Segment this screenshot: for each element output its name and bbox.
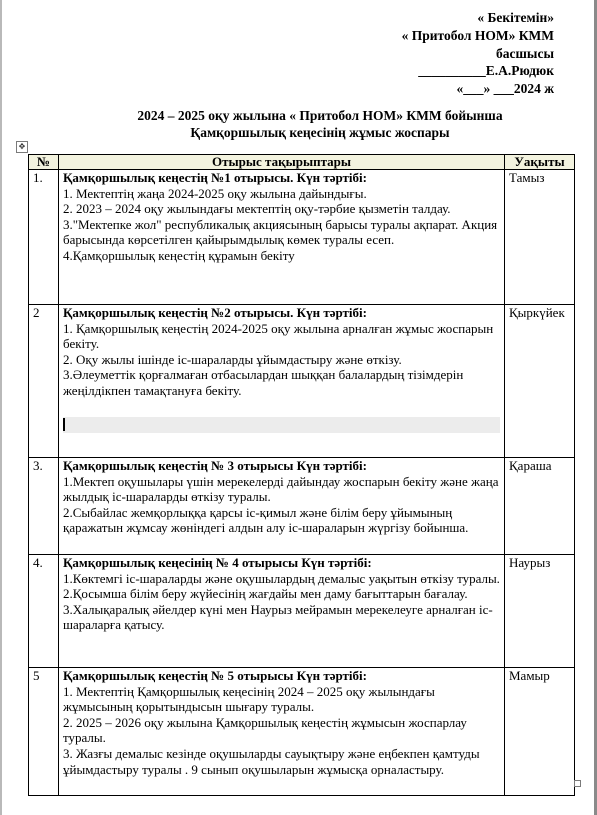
table-resize-handle[interactable]	[574, 780, 581, 787]
row-topic-cell[interactable]	[59, 555, 505, 668]
text-cursor	[63, 418, 65, 431]
empty-paragraph[interactable]	[63, 417, 500, 433]
header-num: №	[29, 155, 59, 170]
row-time[interactable]: Мамыр	[505, 668, 575, 796]
meeting-title: Қамқоршылық кеңестің №2 отырысы. Күн тәртібі:	[63, 305, 367, 320]
meeting-title: Қамқоршылық кеңестің № 3 отырысы Күн тәртібі:	[63, 458, 367, 473]
row-number[interactable]: 2	[29, 305, 59, 458]
row-number[interactable]: 3.	[29, 458, 59, 555]
plan-table	[28, 154, 575, 796]
agenda-item: 3."Мектепке жол" республикалық акциясының барысы туралы ақпарат. Акция барысында көрсетілген қайырымдылық көмек туралы есеп.	[63, 216, 498, 248]
approval-line-1: « Бекітемін»	[477, 10, 554, 25]
meeting-title: Қамқоршылық кеңестің №1 отырысы. Күн тәртібі:	[63, 170, 367, 185]
header-time: Уақыты	[505, 155, 575, 170]
agenda-item: 1. Мектептің жаңа 2024-2025 оқу жылына дайындығы.	[63, 185, 367, 201]
agenda-item: 2.Сыбайлас жемқорлыққа қарсы іс-қимыл және білім беру ұйымының қаражатын жұмсау жөніндегі алдын алу іс-шараларын жүргізу бойынша.	[63, 504, 469, 536]
approval-block	[402, 9, 554, 98]
table-row	[29, 668, 575, 796]
agenda-item: 2. 2023 – 2024 оқу жылындағы мектептің оқу-тәрбие қызметін талдау.	[63, 201, 451, 217]
approval-line-2: « Притобол НОМ» КММ	[401, 27, 554, 43]
document-title	[60, 108, 580, 141]
row-topic-cell[interactable]	[59, 668, 505, 796]
row-number[interactable]: 5	[29, 668, 59, 796]
agenda-item: 2.Қосымша білім беру жүйесінің жағдайы мен даму бағыттарын бағалау.	[63, 586, 468, 602]
approval-line-5: «___» ___2024 ж	[456, 81, 554, 97]
agenda-item: 2. 2025 – 2026 оқу жылына Қамқоршылық кеңестің жұмысын жоспарлау туралы.	[63, 714, 467, 746]
meeting-title: Қамқоршылық кеңестің № 5 отырысы Күн тәртібі:	[63, 668, 367, 683]
agenda-item: 2. Оқу жылы ішінде іс-шараларды ұйымдастыру және өткізу.	[63, 351, 402, 367]
agenda-item: 3.Әлеуметтік қорғалмаған отбасылардан шыққан балалардың тізімдерін жеңілдікпен тамақтануға бекіту.	[63, 367, 464, 398]
row-topic-cell[interactable]	[59, 458, 505, 555]
row-time[interactable]: Наурыз	[505, 555, 575, 668]
agenda-item: 1. Мектептің Қамқоршылық кеңесінің 2024 – 2025 оқу жылындағы жұмысының қорытындысын шығару туралы.	[63, 683, 435, 715]
row-time[interactable]: Қараша	[505, 458, 575, 555]
table-row	[29, 170, 575, 305]
table-row	[29, 305, 575, 458]
table-header-row	[29, 155, 575, 170]
approval-line-4: __________Е.А.Рюдюк	[418, 63, 554, 79]
row-number[interactable]: 1.	[29, 170, 59, 305]
table-move-handle-icon[interactable]: ✥	[16, 141, 28, 153]
approval-line-3: басшысы	[496, 45, 554, 61]
row-topic-cell[interactable]	[59, 170, 505, 305]
row-number[interactable]: 4.	[29, 555, 59, 668]
agenda-item: 1.Көктемгі іс-шараларды және оқушылардың демалыс уақытын өткізу туралы.	[63, 570, 500, 586]
agenda-item: 1.Мектеп оқушылары үшін мерекелерді дайындау жоспарын бекіту және жаңа жылдық іс-шараларды өткізу туралы.	[63, 473, 499, 505]
page-left-edge	[0, 0, 2, 815]
agenda-item: 3. Жазғы демалыс кезінде оқушыларды сауықтыру және еңбекпен қамтуды ұйымдастыру туралы . 9 сынып оқушыларын жұмысқа орналастыру.	[63, 745, 480, 777]
agenda-item: 4.Қамқоршылық кеңестің құрамын бекіту	[63, 247, 295, 263]
header-topic: Отырыс тақырыптары	[59, 155, 505, 170]
row-time[interactable]: Қыркүйек	[505, 305, 575, 458]
table-row	[29, 458, 575, 555]
agenda-item: 3.Халықаралық әйелдер күні мен Наурыз мейрамын мерекелеуге арналған іс-шараларға қатысу.	[63, 601, 493, 633]
title-line-1: 2024 – 2025 оқу жылына « Притобол НОМ» КММ бойынша	[137, 108, 503, 123]
meeting-title: Қамқоршылық кеңесінің № 4 отырысы Күн тәртібі:	[63, 555, 372, 570]
row-time[interactable]: Тамыз	[505, 170, 575, 305]
agenda-item: 1. Қамқоршылық кеңестің 2024-2025 оқу жылына арналған жұмыс жоспарын бекіту.	[63, 320, 494, 352]
title-line-2: Қамқоршылық кеңесінің жұмыс жоспары	[190, 124, 450, 140]
table-row	[29, 555, 575, 668]
row-topic-cell[interactable]	[59, 305, 505, 458]
